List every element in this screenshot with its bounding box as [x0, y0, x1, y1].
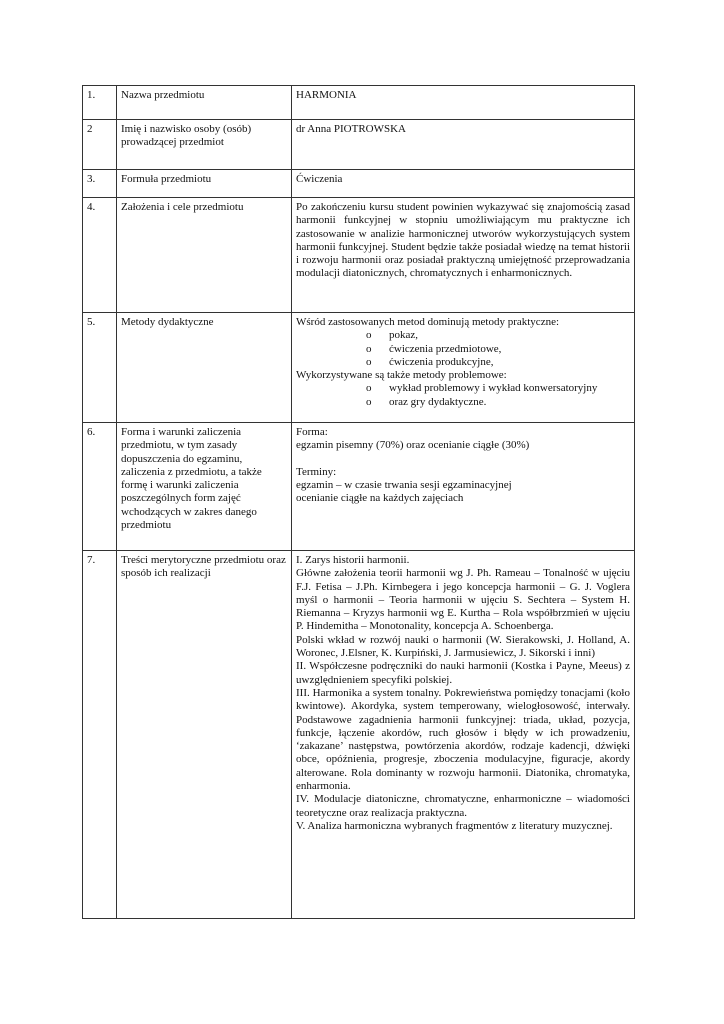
list-item: [296, 343, 630, 356]
row-label: Nazwa przedmiotu: [117, 86, 292, 120]
content-paragraph: II. Współczesne podręczniki do nauki harmonii (Kostka i Payne, Meeus) z uwzględnieniem specyfiki polskiej.: [296, 660, 630, 686]
bullet-marker: o: [366, 382, 372, 395]
row-number: 3.: [83, 170, 117, 198]
content-paragraph: Główne założenia teorii harmonii wg J. Ph. Rameau – Tonalność w ujęciu F.J. Fetisa – J.Ph. Kirnbegera i jego koncepcja harmonii – G. J. Voglera myśl o harmonii – Teoria harmonii w ujęciu S. Sechtera – System H. Riemanna – Kryzys harmonii wg E. Kurtha – Rola współbrzmień w ujęciu P. Hindemitha – Monotonality, koncepcja A. Schoenberga.: [296, 567, 630, 633]
terminy-exam: egzamin – w czasie trwania sesji egzaminacyjnej: [296, 478, 512, 491]
list-item-text: pokaz,: [389, 329, 419, 342]
row-number: 5.: [83, 313, 117, 423]
row-number: 7.: [83, 551, 117, 919]
table-row: [83, 423, 635, 551]
row-number: 4.: [83, 198, 117, 313]
list-item: [296, 329, 630, 342]
bullet-marker: o: [366, 395, 372, 408]
bullet-marker: o: [366, 355, 372, 368]
list-item: [296, 356, 630, 369]
content-paragraph: Polski wkład w rozwój nauki o harmonii (W. Sierakowski, J. Holland, A. Woronec, J.Elsner, K. Kurpiński, J. Jarmusiewicz, J. Sikorski i inni): [296, 633, 630, 660]
row-label: Forma i warunki zaliczenia przedmiotu, w tym zasady dopuszczenia do egzaminu, zaliczenia z przedmiotu, a także formę i warunki zaliczenia poszczególnych form zajęć wchodzących w zakres danego przedmiotu: [117, 423, 292, 551]
row-label: Formuła przedmiotu: [117, 170, 292, 198]
table-row: [83, 198, 635, 313]
row-value: [292, 423, 635, 551]
row-number: 2: [83, 120, 117, 170]
row-value: [292, 551, 635, 919]
forma-value: egzamin pisemny (70%) oraz ocenianie ciągłe (30%): [296, 439, 530, 452]
syllabus-table: [82, 85, 635, 919]
row-number: 6.: [83, 423, 117, 551]
row-value: Ćwiczenia: [292, 170, 635, 198]
terminy-continuous: ocenianie ciągłe na każdych zajęciach: [296, 492, 464, 505]
table-row: [83, 170, 635, 198]
practical-methods-list: [296, 329, 630, 369]
table-row: [83, 120, 635, 170]
row-label: Założenia i cele przedmiotu: [117, 198, 292, 313]
content-paragraph: V. Analiza harmoniczna wybranych fragmentów z literatury muzycznej.: [296, 819, 613, 832]
list-item-text: oraz gry dydaktyczne.: [389, 395, 487, 408]
methods-problem-intro: Wykorzystywane są także metody problemowe:: [296, 369, 507, 382]
row-number: 1.: [83, 86, 117, 120]
list-item: [296, 382, 630, 395]
content-paragraph: IV. Modulacje diatoniczne, chromatyczne, enharmoniczne – wiadomości teoretyczne oraz realizacja praktyczna.: [296, 793, 630, 819]
list-item-text: ćwiczenia przedmiotowe,: [389, 342, 502, 355]
list-item-text: wykład problemowy i wykład konwersatoryjny: [389, 382, 598, 395]
content-paragraph: I. Zarys historii harmonii.: [296, 554, 410, 566]
bullet-marker: o: [366, 342, 372, 355]
problem-methods-list: [296, 382, 630, 409]
row-label: Imię i nazwisko osoby (osób) prowadzącej przedmiot: [117, 120, 292, 170]
row-value: dr Anna PIOTROWSKA: [292, 120, 635, 170]
list-item-text: ćwiczenia produkcyjne,: [389, 355, 494, 368]
bullet-marker: o: [366, 329, 372, 342]
terminy-heading: Terminy:: [296, 465, 337, 478]
methods-intro: Wśród zastosowanych metod dominują metody praktyczne:: [296, 316, 560, 328]
row-value: HARMONIA: [292, 86, 635, 120]
table-row: [83, 86, 635, 120]
content-paragraph: III. Harmonika a system tonalny. Pokrewieństwa pomiędzy tonacjami (koło kwintowe). Akordyka, system temperowany, wielogłosowość, interwały. Podstawowe zagadnienia harmonii funkcyjnej: triada, układ, pozycja, funkcje, łączenie akordów, ruch głosów i błędy w ich prowadzeniu, ‘zakazane’ następstwa, powtórzenia akordów, rodzaje kadencji, dźwięki obce, opóźnienia, progresje, zboczenia modulacyjne, figuracje, akordy alterowane. Rola dominanty w rozwoju harmonii. Diatonika, chromatyka, enharmonia.: [296, 686, 630, 793]
row-value: Po zakończeniu kursu student powinien wykazywać się znajomością zasad harmonii funkcyjnej w stopniu umożliwiającym mu praktyczne ich zastosowanie w analizie harmonicznej utworów wykorzystujących system harmonii funkcyjnej. Student będzie także posiadał wiedzę na temat historii i rozwoju harmonii oraz posiadał praktyczną umiejętność przeprowadzania modulacji diatonicznych, chromatycznych i enharmonicznych.: [292, 198, 635, 313]
table-row: [83, 551, 635, 919]
row-value: [292, 313, 635, 423]
table-row: [83, 313, 635, 423]
list-item: [296, 396, 630, 409]
row-label: Metody dydaktyczne: [117, 313, 292, 423]
row-label: Treści merytoryczne przedmiotu oraz sposób ich realizacji: [117, 551, 292, 919]
forma-heading: Forma:: [296, 426, 328, 438]
